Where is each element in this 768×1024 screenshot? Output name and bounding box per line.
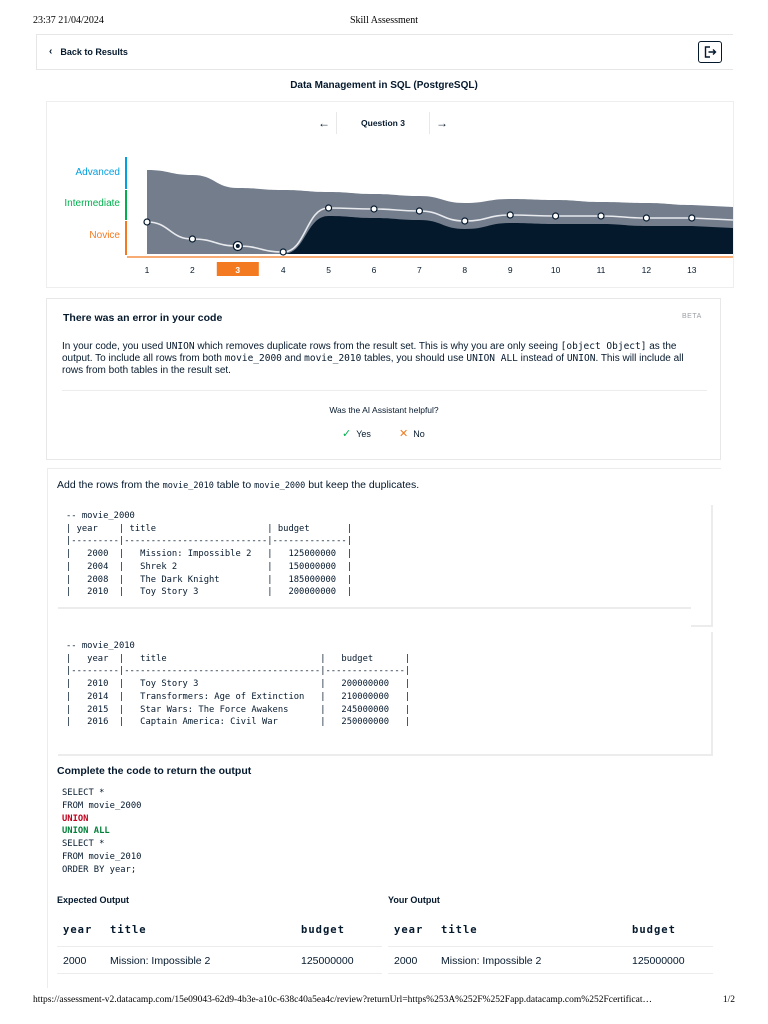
chevron-left-icon: ‹ [49, 46, 53, 57]
ai-explanation [62, 341, 707, 377]
print-doc-title: Skill Assessment [349, 15, 419, 26]
table-cell: 2000 [63, 955, 87, 967]
x-tick-label: 4 [280, 265, 286, 275]
x-tick-label: 9 [507, 265, 513, 275]
code-line: FROM movie_2010 [62, 851, 142, 862]
code-line: ORDER BY year; [62, 864, 137, 875]
instr-text: Add the rows from the [57, 479, 163, 491]
print-url: https://assessment-v2.datacamp.com/15e09043-62d9-4b3e-a10c-638c40a5ea4c/review?returnUrl=https%253A%252F%252Fapp.datacamp.com%252Fcertificat… [33, 995, 652, 1005]
table-cell: 2000 [394, 955, 418, 967]
table-cell: 125000000 [632, 955, 685, 967]
score-point [416, 208, 422, 214]
column-header: budget [301, 924, 345, 936]
complete-code-heading: Complete the code to return the output [57, 765, 252, 777]
code-line-added: UNION ALL [62, 826, 110, 837]
progress-chart [127, 150, 733, 278]
inline-code: [object Object] [560, 341, 647, 352]
score-point [553, 213, 559, 219]
inline-code: UNION ALL [466, 353, 518, 364]
text-run: instead of [517, 353, 567, 364]
top-bar [36, 34, 733, 70]
feedback-yes-button[interactable] [342, 427, 371, 440]
text-run: In your code, you used [62, 341, 166, 352]
code-line: SELECT * [62, 839, 105, 850]
your-output-table [388, 918, 713, 974]
movie-2010-table-code [58, 632, 711, 754]
x-tick-label: 13 [687, 265, 697, 275]
feedback-no-button[interactable] [399, 427, 425, 440]
text-run: . This will include all rows from both tables in the result set. [62, 353, 684, 376]
code-line: FROM movie_2000 [62, 800, 142, 811]
text-run: and [281, 353, 305, 364]
exit-button[interactable] [698, 41, 722, 63]
score-point [598, 213, 604, 219]
x-tick-label: 3 [235, 265, 241, 275]
code-line: SELECT * [62, 788, 105, 798]
x-tick-label: 6 [371, 265, 377, 275]
inline-code: UNION [566, 353, 596, 364]
exit-icon [704, 46, 717, 58]
print-header [33, 15, 735, 29]
column-header: title [441, 924, 478, 936]
ai-error-title: There was an error in your code [63, 312, 223, 324]
x-tick-label: 2 [190, 265, 195, 275]
score-point [189, 236, 195, 242]
helpful-question: Was the AI Assistant helpful? [329, 405, 439, 415]
question-nav [312, 112, 454, 134]
feedback-no-label: No [413, 428, 425, 439]
question-label: Question 3 [336, 112, 430, 134]
movie-2010-table-text: -- movie_2010 | year | title | budget | |---------|-------------------------------------|---------------| | 2010 | Toy Story 3 | 200000000 | | 2014 | Transformers: Age of Extinction | 210000000 | | 2015 | Star Wars: The Force Awakens | 245000000 | | 2016 | Captain America: Civil War | 250000000 | [66, 641, 411, 728]
expected-output-label: Expected Output [57, 895, 130, 905]
instr-table-name: movie_2000 [254, 481, 306, 491]
print-timestamp: 23:37 21/04/2024 [33, 15, 104, 26]
feedback-yes-label: Yes [356, 428, 371, 439]
level-intermediate-label: Intermediate [64, 198, 120, 209]
instr-table-name: movie_2010 [162, 481, 214, 491]
x-tick-label: 7 [417, 265, 422, 275]
table-header [388, 918, 713, 944]
your-output-label: Your Output [388, 895, 440, 905]
text-run: which removes duplicate rows from the result set. This is why you are only seeing [194, 341, 561, 352]
x-tick-label: 11 [596, 265, 606, 275]
x-tick-label: 1 [144, 265, 150, 275]
score-point [462, 218, 468, 224]
score-point [144, 219, 150, 225]
exercise-instruction [57, 479, 419, 491]
table-header [57, 918, 382, 944]
score-point [371, 206, 377, 212]
instr-text: but keep the duplicates. [305, 479, 420, 491]
score-point [643, 215, 649, 221]
text-run: tables, you should use [361, 353, 467, 364]
print-footer [33, 995, 735, 1009]
table-cell: Mission: Impossible 2 [441, 955, 542, 967]
x-tick-label: 8 [462, 265, 468, 275]
text-run: as the output. To include all rows from both [62, 341, 677, 364]
score-point [507, 212, 513, 218]
table-cell: Mission: Impossible 2 [110, 955, 211, 967]
score-point [689, 215, 695, 221]
score-point [326, 205, 332, 211]
level-advanced-label: Advanced [75, 167, 120, 178]
cross-icon: ✕ [399, 428, 409, 440]
prev-question-arrow-icon[interactable]: ← [318, 116, 330, 130]
instr-text: table to [213, 479, 255, 491]
check-icon: ✓ [342, 428, 352, 440]
level-novice-label: Novice [89, 230, 120, 241]
beta-badge: BETA [682, 313, 702, 320]
divider [62, 390, 707, 391]
code-panel-edge [691, 505, 711, 625]
column-header: budget [632, 924, 676, 936]
back-to-results-link[interactable] [49, 46, 128, 57]
table-cell: 125000000 [301, 955, 354, 967]
course-title: Data Management in SQL (PostgreSQL) [290, 80, 478, 91]
table-row [57, 946, 382, 974]
movie-2000-table-text: -- movie_2000 | year | title | budget | |---------|---------------------------|--------------| | 2000 | Mission: Impossible 2 | 125000000 | | 2004 | Shrek 2 | 150000000 | | 2008 | The Dark Knight | 185000000 | | 2010 | Toy Story 3 | 200000000 | [66, 511, 352, 598]
x-tick-label: 12 [641, 265, 652, 275]
x-tick-label: 10 [550, 265, 561, 275]
table-row [388, 946, 713, 974]
inline-code: UNION [165, 341, 195, 352]
back-to-results-label: Back to Results [60, 46, 128, 57]
score-point-selected-dot [236, 244, 240, 248]
expected-output-table [57, 918, 382, 974]
print-page-number: 1/2 [722, 995, 735, 1005]
x-tick-label: 5 [326, 265, 331, 275]
code-line-removed: UNION [62, 813, 89, 824]
column-header: year [63, 924, 93, 936]
inline-code: movie_2000 [224, 353, 282, 364]
column-header: title [110, 924, 147, 936]
column-header: year [394, 924, 424, 936]
inline-code: movie_2010 [304, 353, 362, 364]
next-question-arrow-icon[interactable]: → [436, 116, 448, 130]
movie-2000-table-code [58, 505, 691, 607]
score-point [280, 249, 286, 255]
